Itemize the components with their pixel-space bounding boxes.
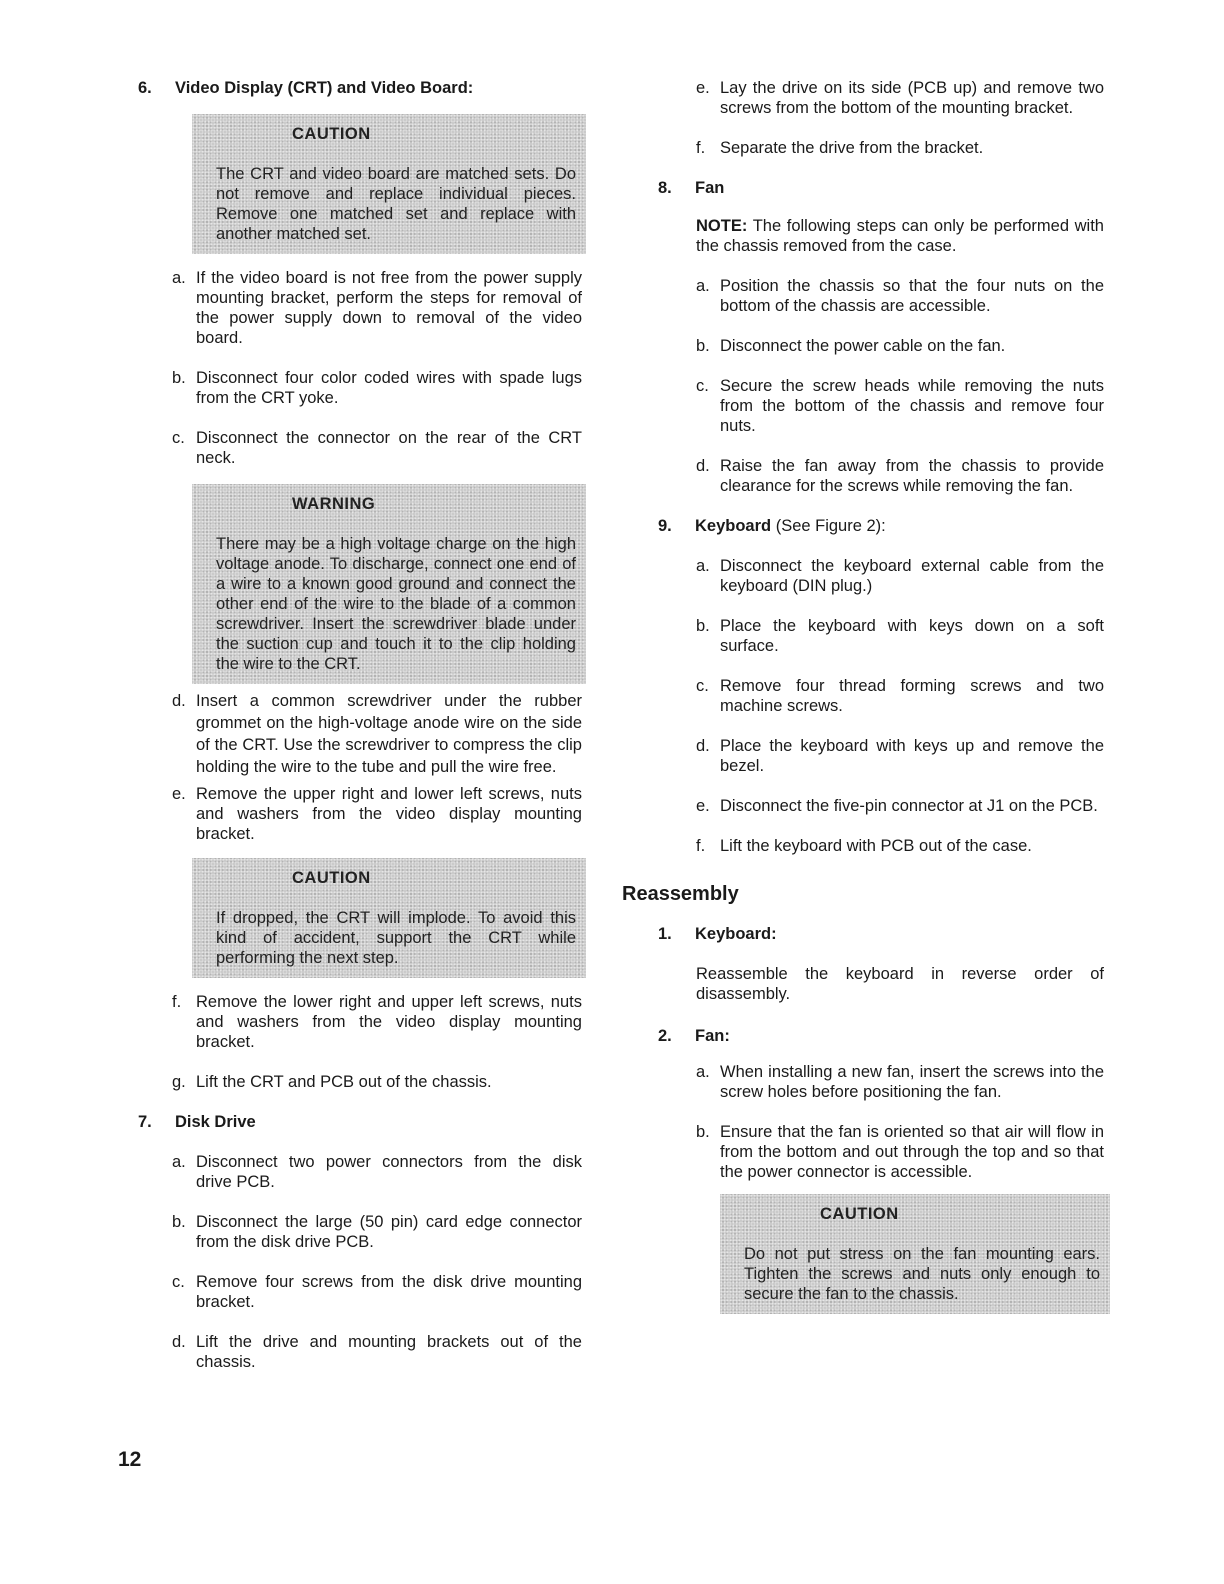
- section-6-steps-end: [138, 992, 582, 1092]
- step-r2b: b. Ensure that the fan is oriented so that air will flow in from the bottom and out through the top and so that the power connector is accessible.: [696, 1123, 1104, 1181]
- note-text: The following steps can only be performed with the chassis removed from the case.: [696, 217, 1104, 255]
- caution-heading: CAUTION: [292, 869, 371, 887]
- caution-box-crt-matched: [192, 114, 586, 254]
- step-r2a: a. When installing a new fan, insert the screws into the screw holes before positioning the fan.: [696, 1063, 1104, 1101]
- step-9b: b. Place the keyboard with keys down on a soft surface.: [696, 617, 1104, 655]
- left-column: [138, 78, 582, 1372]
- caution-box-crt-implode: [192, 858, 586, 978]
- step-6b: b. Disconnect four color coded wires with spade lugs from the CRT yoke.: [172, 369, 582, 407]
- warning-heading: WARNING: [292, 495, 376, 513]
- section-6-steps: [138, 268, 582, 468]
- step-6c: c. Disconnect the connector on the rear of the CRT neck.: [172, 429, 582, 467]
- step-6f: f. Remove the lower right and upper left screws, nuts and washers from the video display mounting bracket.: [172, 993, 582, 1051]
- reassembly-2-title: 2. Fan:: [658, 1027, 730, 1045]
- keyboard-title: Keyboard: [695, 517, 772, 535]
- section-9-steps: [622, 556, 1104, 856]
- reassembly-1-text: Reassemble the keyboard in reverse order of disassembly.: [696, 965, 1104, 1003]
- step-9c: c. Remove four thread forming screws and two machine screws.: [696, 677, 1104, 715]
- step-9e: e. Disconnect the five-pin connector at J1 on the PCB.: [696, 797, 1098, 815]
- section-8-title: 8. Fan: [658, 179, 725, 197]
- caution-text: Do not put stress on the fan mounting ears. Tighten the screws and nuts only enough to secure the fan to the chassis.: [744, 1245, 1100, 1303]
- reassembly-2-steps: [622, 1062, 1104, 1182]
- step-8c: c. Secure the screw heads while removing the nuts from the bottom of the chassis and remove four nuts.: [696, 377, 1104, 435]
- note-label: NOTE:: [696, 217, 748, 235]
- step-9a: a. Disconnect the keyboard external cable from the keyboard (DIN plug.): [696, 557, 1104, 595]
- reassembly-heading: Reassembly: [622, 883, 739, 905]
- step-7f: f. Separate the drive from the bracket.: [696, 139, 984, 157]
- caution-text: The CRT and video board are matched sets. Do not remove and replace individual pieces. Remove one matched set and replace with another matched set.: [216, 165, 576, 243]
- step-7c: c. Remove four screws from the disk drive mounting bracket.: [172, 1273, 582, 1311]
- caution-heading: CAUTION: [292, 125, 371, 143]
- step-8b: b. Disconnect the power cable on the fan.: [696, 337, 1006, 355]
- fan-note: [622, 216, 1104, 256]
- step-7b: b. Disconnect the large (50 pin) card edge connector from the disk drive PCB.: [172, 1213, 582, 1251]
- warning-box-high-voltage: [192, 484, 586, 684]
- step-6e: e. Remove the upper right and lower left screws, nuts and washers from the video display mounting bracket.: [172, 785, 582, 843]
- step-8d: d. Raise the fan away from the chassis to provide clearance for the screws while removing the fan.: [696, 457, 1104, 495]
- step-8a: a. Position the chassis so that the four nuts on the bottom of the chassis are accessible.: [696, 277, 1104, 315]
- step-7a: a. Disconnect two power connectors from the disk drive PCB.: [172, 1153, 582, 1191]
- caution-text: If dropped, the CRT will implode. To avoid this kind of accident, support the CRT while performing the next step.: [216, 909, 576, 967]
- step-6a: a. If the video board is not free from the power supply mounting bracket, perform the steps for removal of the power supply down to removal of the video board.: [172, 269, 582, 347]
- section-9-title: 9. Keyboard (See Figure 2):: [658, 517, 886, 535]
- right-column: [622, 78, 1104, 1314]
- reassembly-1-title: 1. Keyboard:: [658, 925, 777, 943]
- section-6-title: 6. Video Display (CRT) and Video Board:: [138, 79, 474, 97]
- figure-ref: (See Figure 2):: [775, 517, 886, 535]
- step-6d: d. Insert a common screwdriver under the rubber grommet on the high-voltage anode wire on the side of the CRT. Use the screwdriver to compress the clip holding the wire to the tube and pull the wire free.: [172, 692, 582, 776]
- page-number: 12: [118, 1448, 142, 1471]
- caution-heading: CAUTION: [820, 1205, 899, 1223]
- section-7-title: 7. Disk Drive: [138, 1113, 256, 1131]
- caution-box-fan-ears: [720, 1194, 1110, 1314]
- section-7-steps-cont: [622, 78, 1104, 158]
- step-9d: d. Place the keyboard with keys up and remove the bezel.: [696, 737, 1104, 775]
- warning-text: There may be a high voltage charge on the high voltage anode. To discharge, connect one end of a wire to a known good ground and connect the other end of the wire to the blade of a common screwdriver. Insert the screwdriver blade under the suction cup and touch it to the clip holding the wire to the CRT.: [216, 535, 576, 673]
- step-7e: e. Lay the drive on its side (PCB up) and remove two screws from the bottom of the mounting bracket.: [696, 79, 1104, 117]
- section-8-steps: [622, 276, 1104, 496]
- step-9f: f. Lift the keyboard with PCB out of the case.: [696, 837, 1032, 855]
- section-6-steps-cont: [138, 690, 582, 844]
- step-6g: g. Lift the CRT and PCB out of the chassis.: [172, 1073, 492, 1091]
- step-7d: d. Lift the drive and mounting brackets out of the chassis.: [172, 1333, 582, 1371]
- section-7-steps: [138, 1152, 582, 1372]
